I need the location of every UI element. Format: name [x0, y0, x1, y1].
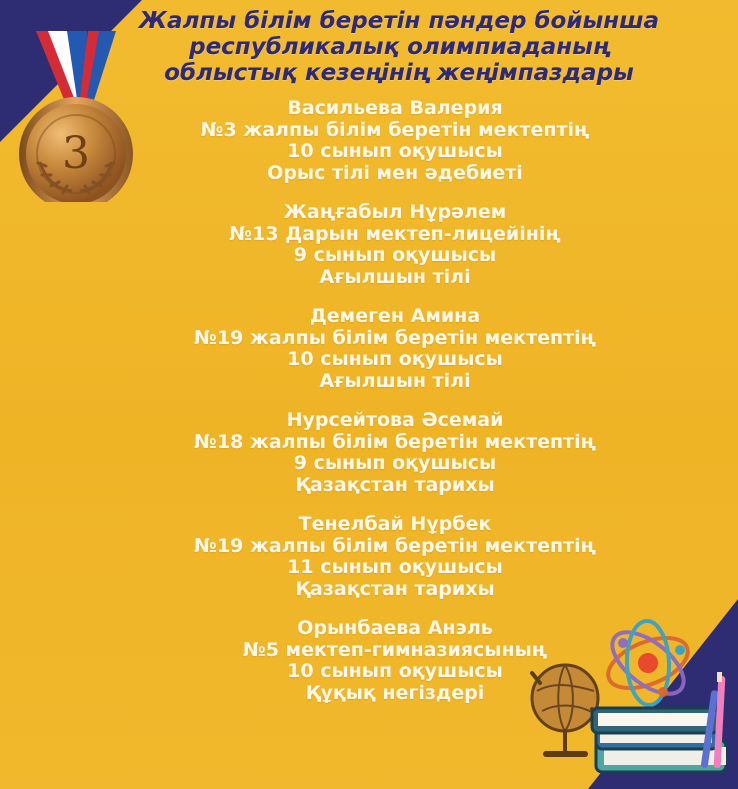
- title-line-3: облыстық кезеңінің жеңімпаздары: [164, 60, 634, 86]
- winner-name: Орынбаева Анэль: [297, 617, 493, 639]
- winner-school: №19 жалпы білім беретін мектептің: [194, 534, 596, 557]
- winner-grade: 9 сынып оқушысы: [293, 244, 497, 266]
- winner-subject: Қазақстан тарихы: [295, 473, 495, 496]
- winner-name: Васильева Валерия: [287, 97, 503, 119]
- winner-school: №19 жалпы білім беретін мектептің: [194, 326, 596, 349]
- winner-grade: 10 сынып оқушысы: [287, 140, 503, 162]
- winner-entry: [95, 410, 695, 514]
- winner-entry: [95, 306, 695, 410]
- books-globe-atom-icon: [520, 608, 738, 789]
- winner-grade: 9 сынып оқушысы: [293, 452, 497, 474]
- winner-entry: [95, 514, 695, 618]
- winner-name: Тенелбай Нұрбек: [298, 513, 492, 535]
- winner-subject: Ағылшын тілі: [319, 265, 471, 288]
- winner-subject: Қазақстан тарихы: [295, 577, 495, 600]
- winner-grade: 11 сынып оқушысы: [287, 556, 503, 578]
- medal-number: 3: [62, 128, 90, 179]
- winner-name: Жаңғабыл Нұрәлем: [283, 201, 507, 223]
- winner-subject: Орыс тілі мен әдебиеті: [267, 161, 523, 184]
- winner-subject: Ағылшын тілі: [319, 369, 471, 392]
- winner-entry: [95, 202, 695, 306]
- winner-subject: Құқық негіздері: [305, 681, 485, 704]
- winner-grade: 10 сынып оқушысы: [287, 348, 503, 370]
- title-line-1: Жалпы білім беретін пәндер бойынша: [138, 8, 660, 34]
- winner-grade: 10 сынып оқушысы: [287, 660, 503, 682]
- winner-name: Демеген Амина: [309, 305, 481, 327]
- education-illustration: [520, 608, 738, 789]
- winner-school: №18 жалпы білім беретін мектептің: [194, 430, 596, 453]
- winner-entry: [95, 98, 695, 202]
- winner-name: Нурсейтова Әсемай: [286, 409, 504, 431]
- title-line-2: республикалық олимпиаданың: [189, 34, 609, 60]
- page-title: [125, 8, 673, 86]
- winner-school: №13 Дарын мектеп-лицейінің: [229, 222, 561, 245]
- winner-school: №3 жалпы білім беретін мектептің: [200, 118, 590, 141]
- winner-school: №5 мектеп-гимназиясының: [242, 638, 548, 661]
